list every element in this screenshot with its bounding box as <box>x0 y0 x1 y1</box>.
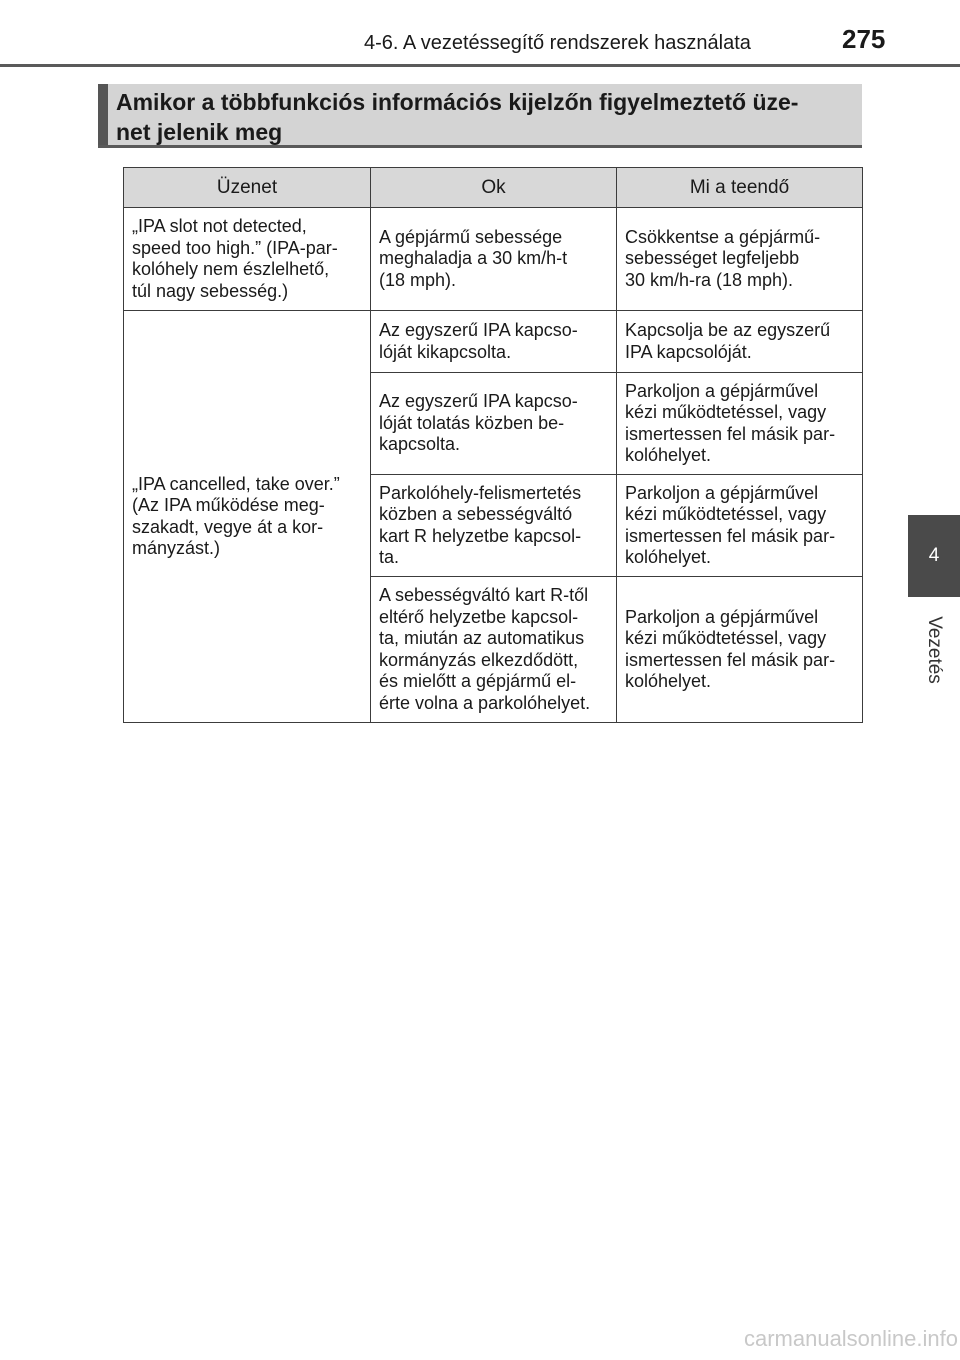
action-cell: Csökkentse a gépjármű- sebességet legfeljebb 30 km/h-ra (18 mph). <box>617 208 863 311</box>
cause-cell: A gépjármű sebessége meghaladja a 30 km/h-t (18 mph). <box>371 208 617 311</box>
column-header-action: Mi a teendő <box>617 168 863 208</box>
message-cell: „IPA slot not detected, speed too high.” (IPA-par- kolóhely nem észlelhető, túl nagy sebesség.) <box>124 208 371 311</box>
page-number: 275 <box>842 24 886 54</box>
warning-messages-table <box>123 167 863 723</box>
table-row <box>124 311 863 373</box>
action-cell: Parkoljon a gépjárművel kézi működtetéssel, vagy ismertessen fel másik par- kolóhelyet. <box>617 577 863 723</box>
table-row <box>124 208 863 311</box>
chapter-label: Vezetés <box>924 616 946 684</box>
table-header-row <box>124 168 863 208</box>
chapter-number: 4 <box>928 545 940 566</box>
action-cell: Parkoljon a gépjárművel kézi működtetéssel, vagy ismertessen fel másik par- kolóhelyet. <box>617 475 863 577</box>
section-heading-accent-bar <box>98 84 108 145</box>
chapter-tab <box>908 515 960 597</box>
header-divider <box>0 64 960 67</box>
watermark: carmanualsonline.info <box>743 1326 958 1351</box>
section-heading-text: Amikor a többfunkciós információs kijelzőn figyelmeztető üze- net jelenik meg <box>116 89 799 145</box>
action-cell: Kapcsolja be az egyszerű IPA kapcsolóját. <box>617 311 863 373</box>
action-cell: Parkoljon a gépjárművel kézi működtetéssel, vagy ismertessen fel másik par- kolóhelyet. <box>617 373 863 475</box>
cause-cell: Parkolóhely-felismertetés közben a sebességváltó kart R helyzetbe kapcsol- ta. <box>371 475 617 577</box>
cause-cell: A sebességváltó kart R-től eltérő helyzetbe kapcsol- ta, miután az automatikus kormányzás elkezdődött, és mielőtt a gépjármű el- érte volna a parkolóhelyet. <box>371 577 617 723</box>
running-header-title: 4-6. A vezetéssegítő rendszerek használata <box>364 32 751 54</box>
chapter-label-container <box>909 600 959 700</box>
column-header-cause: Ok <box>371 168 617 208</box>
column-header-message: Üzenet <box>124 168 371 208</box>
section-heading <box>98 84 862 148</box>
message-cell: „IPA cancelled, take over.” (Az IPA működése meg- szakadt, vegye át a kor- mányzást.) <box>124 311 371 723</box>
cause-cell: Az egyszerű IPA kapcso- lóját kikapcsolta. <box>371 311 617 373</box>
cause-cell: Az egyszerű IPA kapcso- lóját tolatás közben be- kapcsolta. <box>371 373 617 475</box>
